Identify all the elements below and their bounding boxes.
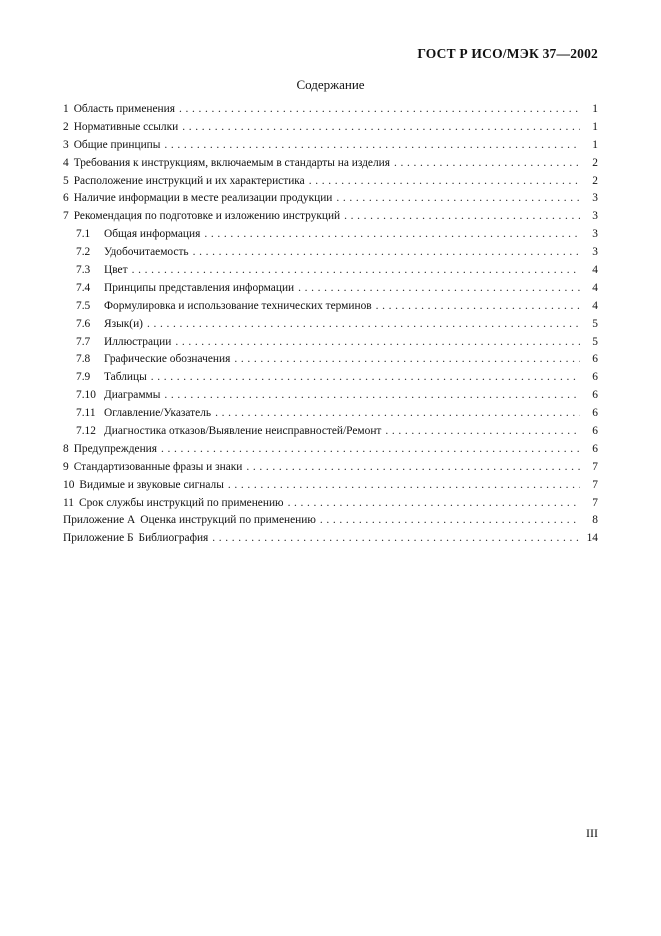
toc-entry-label: Оценка инструкций по применению (140, 514, 316, 527)
toc-entry-number: 7.9 (76, 371, 91, 384)
toc-entry (63, 532, 598, 550)
toc-entry-number: 3 (63, 138, 69, 151)
toc-entry-number: 5 (63, 174, 69, 187)
toc-entry (63, 443, 598, 461)
toc-entry (63, 264, 598, 282)
toc-entry-page: 6 (592, 425, 598, 438)
document-code-header: ГОСТ Р ИСО/МЭК 37—2002 (417, 46, 598, 61)
toc-entry-number: 7.11 (76, 407, 96, 420)
toc-entry (63, 282, 598, 300)
toc-title: Содержание (296, 77, 365, 92)
toc-entry (63, 389, 598, 407)
toc-entry-page: 5 (592, 317, 598, 330)
toc-entry-page: 3 (592, 246, 598, 259)
toc-entry (63, 175, 598, 193)
dot-leader (320, 514, 580, 526)
toc-entry-label: Рекомендация по подготовке и изложению инструкций (73, 210, 341, 223)
toc-entry-label: Требования к инструкциям, включаемым в стандарты на изделия (73, 156, 390, 169)
toc-entry-label: Язык(и) (104, 317, 143, 330)
toc-entry-page: 6 (592, 371, 598, 384)
dot-leader (336, 192, 580, 204)
toc-entry-number: 2 (63, 120, 69, 133)
dot-leader (164, 139, 580, 151)
toc-entry-label: Стандартизованные фразы и знаки (73, 460, 243, 473)
toc-entry-label: Область применения (73, 103, 175, 115)
toc-entry-number: Приложение А (63, 514, 136, 527)
toc-entry-number: 7.1 (76, 228, 91, 241)
toc-entry-label: Общие принципы (73, 138, 161, 151)
toc-entry-number: 10 (63, 478, 75, 491)
toc-entry-number: 7.2 (76, 246, 91, 259)
toc-entry-page: 7 (592, 460, 598, 473)
toc-entry-page: 7 (592, 478, 598, 491)
dot-leader (298, 282, 580, 294)
toc-entry-label: Диагностика отказов/Выявление неисправностей/Ремонт (104, 425, 382, 438)
toc-entry-number: 8 (63, 442, 69, 455)
dot-leader (288, 497, 580, 509)
toc-entry-page: 2 (592, 156, 598, 169)
toc-entry-label: Таблицы (104, 371, 147, 384)
dot-leader (344, 210, 580, 222)
toc-entry (63, 371, 598, 389)
toc-entry (63, 103, 598, 121)
toc-entry (63, 228, 598, 246)
dot-leader (164, 389, 580, 401)
toc-entry (63, 157, 598, 175)
toc-entry-number: 7 (63, 210, 69, 223)
toc-entry-number: 4 (63, 156, 69, 169)
toc-entry-page: 1 (592, 103, 598, 115)
toc-entry (63, 139, 598, 157)
toc-entry-page: 8 (592, 514, 598, 527)
toc-entry-label: Диаграммы (104, 389, 161, 402)
toc-entry-page: 2 (592, 174, 598, 187)
toc-entry-number: 7.12 (76, 425, 96, 438)
toc-entry (63, 425, 598, 443)
toc-entry-label: Срок службы инструкций по применению (78, 496, 284, 509)
toc-entry-number: 7.3 (76, 264, 91, 277)
toc-entry-page: 14 (586, 532, 598, 545)
dot-leader (193, 246, 580, 258)
table-of-contents (63, 103, 598, 550)
toc-entry (63, 300, 598, 318)
toc-entry-page: 6 (592, 407, 598, 420)
toc-entry-label: Наличие информации в месте реализации продукции (73, 192, 333, 205)
dot-leader (151, 371, 580, 383)
toc-entry-label: Цвет (104, 264, 128, 277)
toc-entry-number: 7.5 (76, 299, 91, 312)
dot-leader (147, 318, 580, 330)
toc-entry (63, 497, 598, 515)
toc-entry-page: 1 (592, 120, 598, 133)
dot-leader (385, 425, 580, 437)
toc-entry (63, 246, 598, 264)
toc-entry (63, 461, 598, 479)
dot-leader (215, 407, 580, 419)
dot-leader (376, 300, 580, 312)
dot-leader (246, 461, 580, 473)
toc-entry-label: Расположение инструкций и их характеристика (73, 174, 305, 187)
toc-entry (63, 514, 598, 532)
dot-leader (204, 228, 580, 240)
toc-entry-page: 1 (592, 138, 598, 151)
dot-leader (309, 175, 580, 187)
toc-entry-number: 6 (63, 192, 69, 205)
toc-entry-label: Графические обозначения (104, 353, 231, 366)
toc-entry-label: Иллюстрации (104, 335, 172, 348)
toc-entry (63, 407, 598, 425)
dot-leader (394, 157, 580, 169)
toc-entry-number: 7.7 (76, 335, 91, 348)
toc-entry-number: Приложение Б (63, 532, 134, 545)
toc-entry-page: 5 (592, 335, 598, 348)
toc-entry-page: 3 (592, 228, 598, 241)
toc-entry (63, 192, 598, 210)
toc-entry-label: Удобочитаемость (104, 246, 189, 259)
toc-entry-label: Принципы представления информации (104, 281, 295, 294)
toc-entry (63, 353, 598, 371)
toc-entry-page: 6 (592, 442, 598, 455)
toc-entry (63, 318, 598, 336)
toc-entry-number: 1 (63, 103, 69, 115)
dot-leader (228, 479, 580, 491)
toc-entry-number: 11 (63, 496, 74, 509)
toc-entry-label: Нормативные ссылки (73, 120, 179, 133)
dot-leader (234, 353, 580, 365)
toc-entry-label: Формулировка и использование технических терминов (104, 299, 372, 312)
toc-entry-page: 4 (592, 264, 598, 277)
toc-entry-label: Предупреждения (73, 442, 158, 455)
dot-leader (132, 264, 580, 276)
toc-entry-page: 6 (592, 389, 598, 402)
toc-entry-page: 4 (592, 281, 598, 294)
page-number: III (586, 826, 598, 840)
toc-entry-page: 3 (592, 192, 598, 205)
dot-leader (182, 121, 580, 133)
toc-entry-number: 7.10 (76, 389, 96, 402)
toc-entry-page: 7 (592, 496, 598, 509)
toc-entry (63, 479, 598, 497)
toc-entry-page: 6 (592, 353, 598, 366)
dot-leader (175, 336, 580, 348)
toc-entry (63, 210, 598, 228)
toc-entry (63, 121, 598, 139)
toc-entry-label: Библиография (138, 532, 209, 545)
toc-entry-page: 3 (592, 210, 598, 223)
dot-leader (212, 532, 580, 544)
toc-entry-number: 7.4 (76, 281, 91, 294)
dot-leader (179, 103, 580, 115)
toc-entry-number: 7.6 (76, 317, 91, 330)
toc-entry-number: 7.8 (76, 353, 91, 366)
toc-entry-label: Оглавление/Указатель (104, 407, 212, 420)
toc-entry-label: Общая информация (104, 228, 201, 241)
toc-entry (63, 336, 598, 354)
toc-entry-page: 4 (592, 299, 598, 312)
toc-entry-number: 9 (63, 460, 69, 473)
dot-leader (161, 443, 580, 455)
toc-entry-label: Видимые и звуковые сигналы (79, 478, 224, 491)
